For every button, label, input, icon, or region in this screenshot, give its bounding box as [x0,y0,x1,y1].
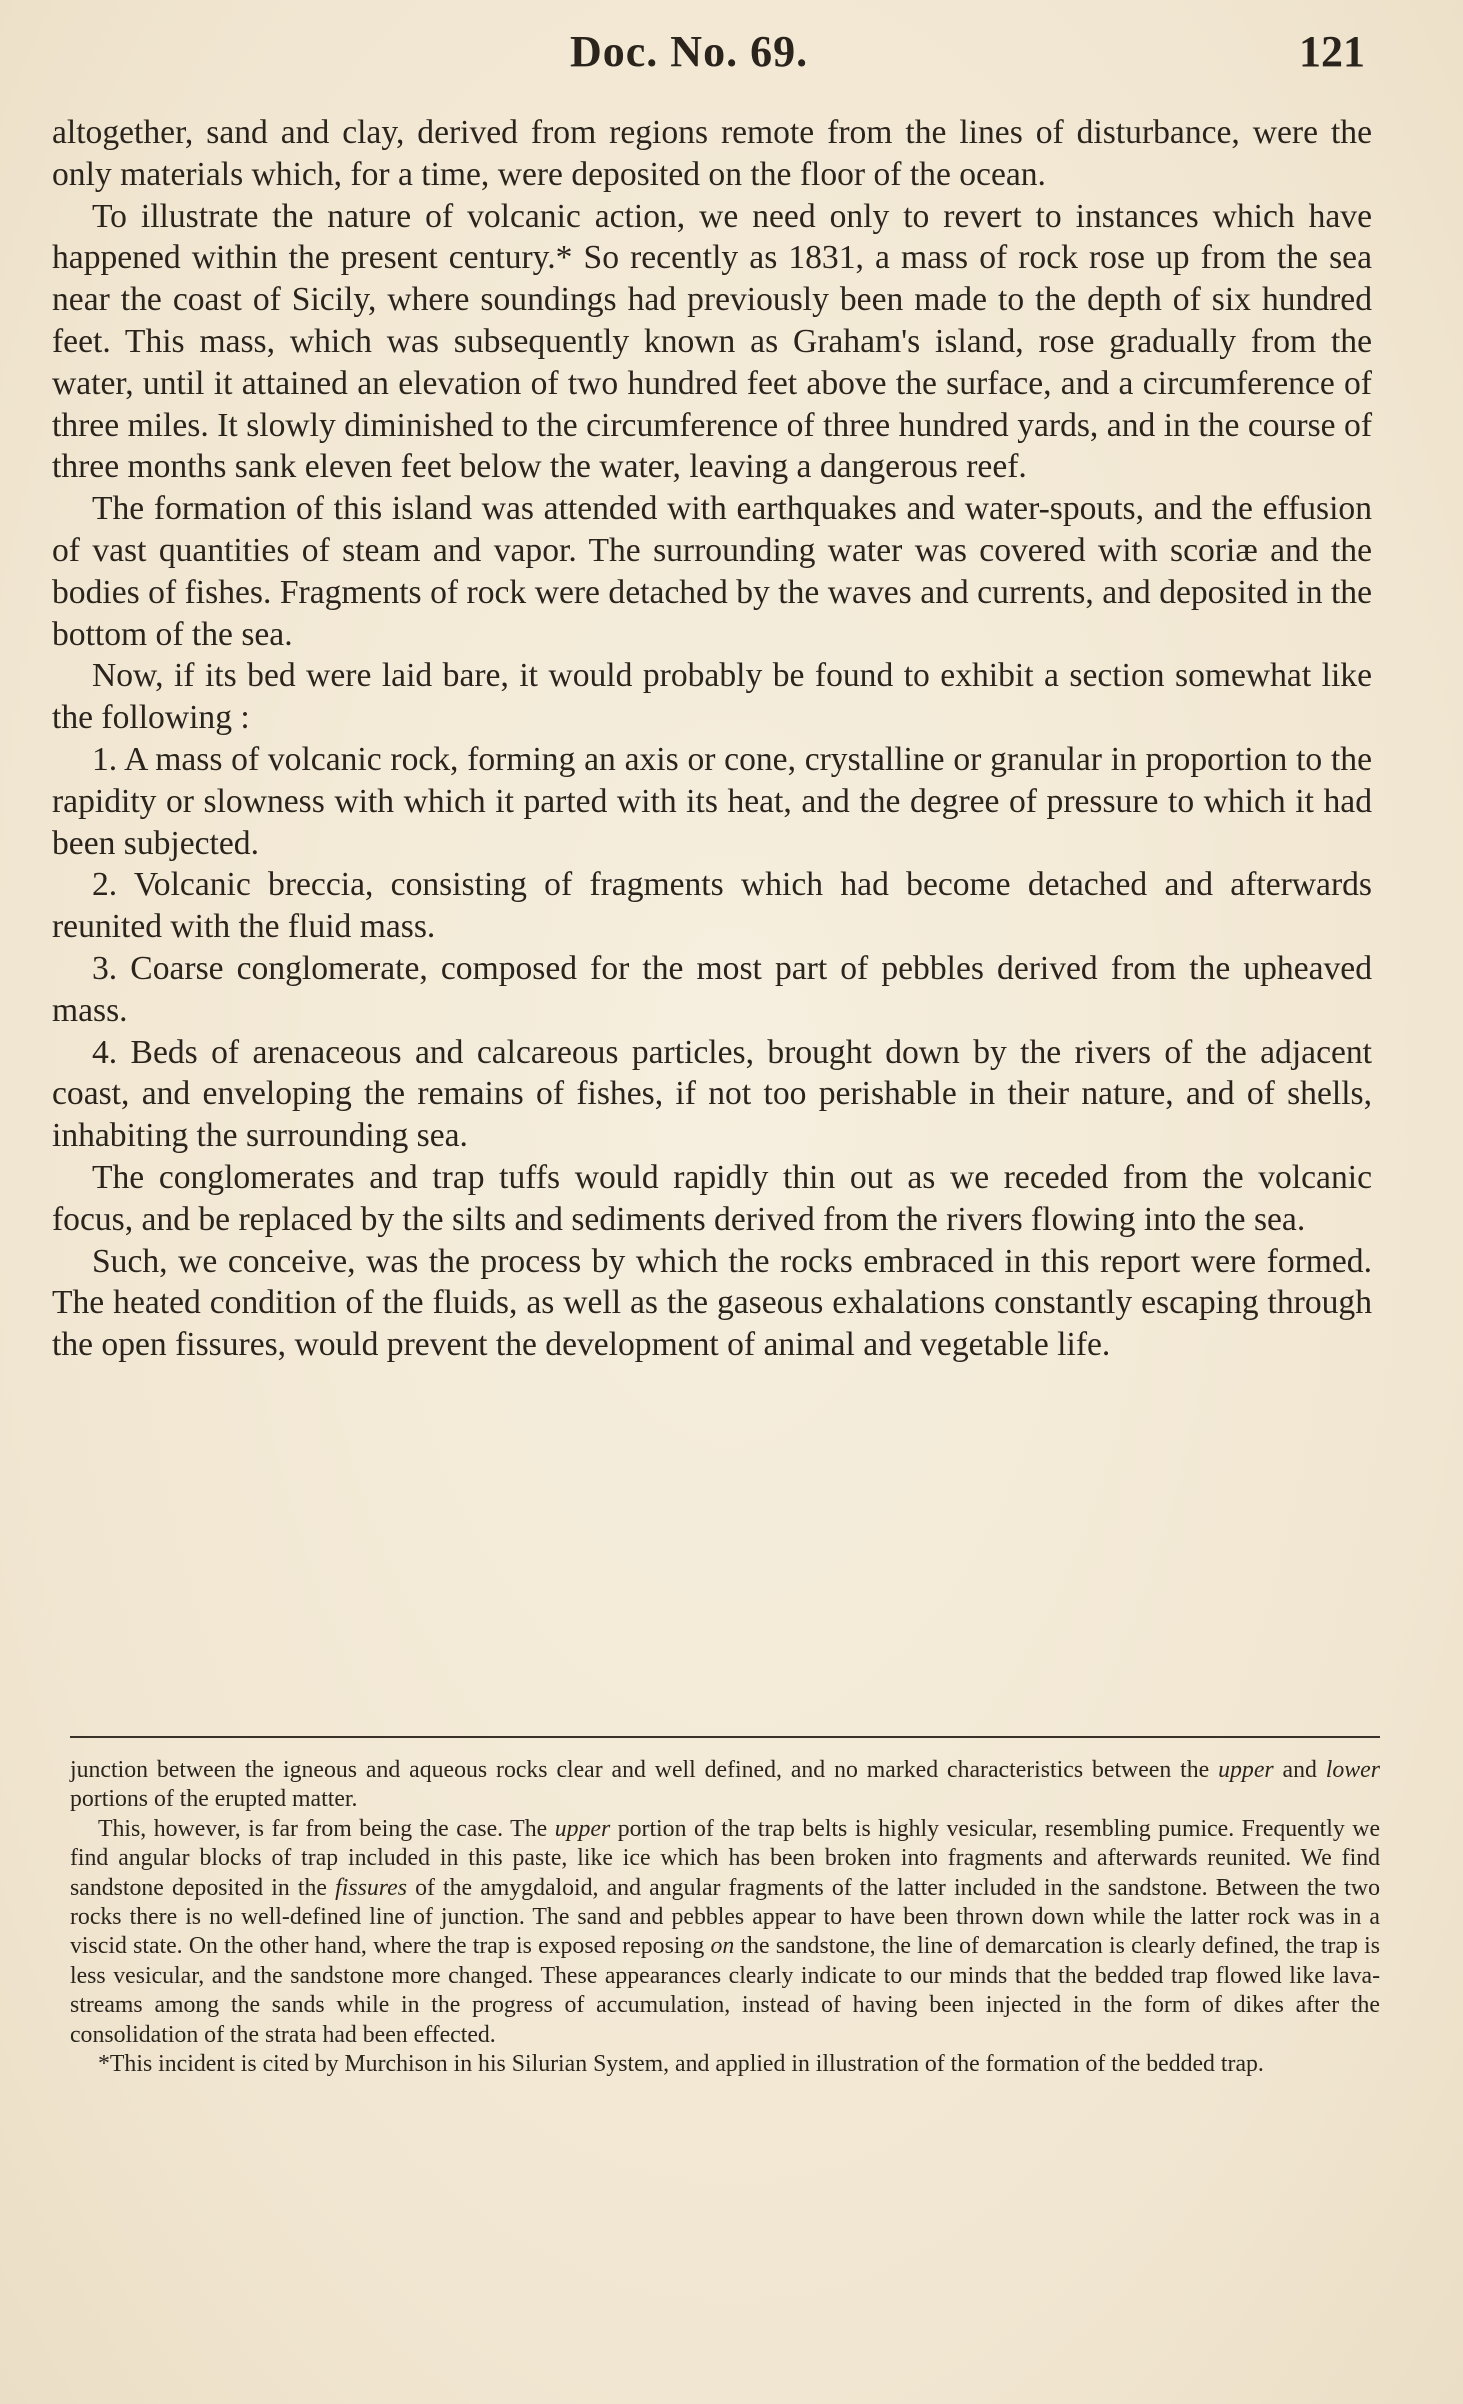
footnotes [70,1756,1380,2079]
footnote-emphasis: lower [1325,1757,1381,1783]
footnote-text: the sandstone, the line of demarcation is clearly defined, the trap is less vesicular, and the sandstone more changed. These appearances clearly indicate to our minds that the bedded trap flowed like lava-streams among the sands while in the progress of accumulation, instead of having been injected in the form of dikes after the consolidation of the strata had been effected. [70,1933,1380,2048]
footnote-continuation [70,1756,1380,1815]
page-header [55,26,1365,86]
footnote-emphasis: upper [1218,1757,1274,1783]
body-text [52,112,1372,1366]
footnote-divider [70,1736,1380,1738]
list-item-1: 1. A mass of volcanic rock, forming an axis or cone, crystalline or granular in proportion to the rapidity or slowness with which it parted with its heat, and the degree of pressure to which it had been subjected. [52,740,1372,862]
list-item-4: 4. Beds of arenaceous and calcareous particles, brought down by the rivers of the adjacent coast, and enveloping the remains of fishes, if not too perishable in their nature, and of shells, inhabiting the surrounding sea. [52,1033,1372,1155]
page-number: 121 [1299,27,1365,76]
footnote-text: and [1273,1757,1326,1783]
paragraph-continuation: altogether, sand and clay, derived from regions remote from the lines of disturbance, were the only materials which, for a time, were deposited on the floor of the ocean. [52,114,1372,193]
footnote-trap-belts [70,1815,1380,2050]
paragraph-conclusion: Such, we conceive, was the process by which the rocks embraced in this report were formed. The heated condition of the fluids, as well as the gaseous exhalations constantly escaping through the open fissures, would prevent the development of animal and vegetable life. [52,1242,1372,1364]
footnote-text: portion of the trap belts is highly vesicular, resembling pumice. Frequently we find angular blocks of trap included in this paste, like ice which has been broken into fragments and afterwards reunited. We find sandstone deposited in the [70,1815,1381,1901]
paragraph-section-intro: Now, if its bed were laid bare, it would probably be found to exhibit a section somewhat like the following : [52,657,1372,737]
paragraph-conglomerates: The conglomerates and trap tuffs would rapidly thin out as we receded from the volcanic focus, and be replaced by the silts and sediments derived from the rivers flowing into the sea. [52,1158,1372,1238]
footnote-emphasis: on [710,1933,735,1960]
document-label: Doc. No. 69. [570,27,809,76]
list-item-3: 3. Coarse conglomerate, composed for the most part of pebbles derived from the upheaved mass. [52,949,1372,1029]
paragraph-volcanic-action: To illustrate the nature of volcanic action, we need only to revert to instances which have happened within the present century.* So recently as 1831, a mass of rock rose up from the sea near the coast of Sicily, where soundings had previously been made to the depth of six hundred feet. This mass, which was subsequently known as Graham's island, rose gradually from the water, until it attained an elevation of two hundred feet above the surface, and a circumference of three miles. It slowly diminished to the circumference of three hundred yards, and in the course of three months sank eleven feet below the water, leaving a dangerous reef. [52,197,1372,486]
footnote-text: junction between the igneous and aqueous rocks clear and well defined, and no marked characteristics between the [70,1757,1219,1783]
footnote-emphasis: upper [554,1815,611,1842]
footnote-text: This, however, is far from being the case. The [98,1815,555,1842]
footnote-emphasis: fissures [335,1874,407,1901]
list-item-2: 2. Volcanic breccia, consisting of fragments which had become detached and afterwards reunited with the fluid mass. [52,866,1372,946]
footnote-text: of the amygdaloid, and angular fragments of the latter included in the sandstone. Between the two rocks there is no well-defined line of junction. The sand and pebbles appear to have been thrown down while the latter rock was in a viscid state. On the other hand, where the trap is exposed reposing [70,1874,1381,1960]
paragraph-island-formation: The formation of this island was attended with earthquakes and water-spouts, and the effusion of vast quantities of steam and vapor. The surrounding water was covered with scoriæ and the bodies of fishes. Fragments of rock were detached by the waves and currents, and deposited in the bottom of the sea. [52,490,1372,653]
footnote-murchison: *This incident is cited by Murchison in his Silurian System, and applied in illustration of the formation of the bedded trap. [98,2051,1264,2078]
footnote-text: portions of the erupted matter. [70,1786,358,1813]
